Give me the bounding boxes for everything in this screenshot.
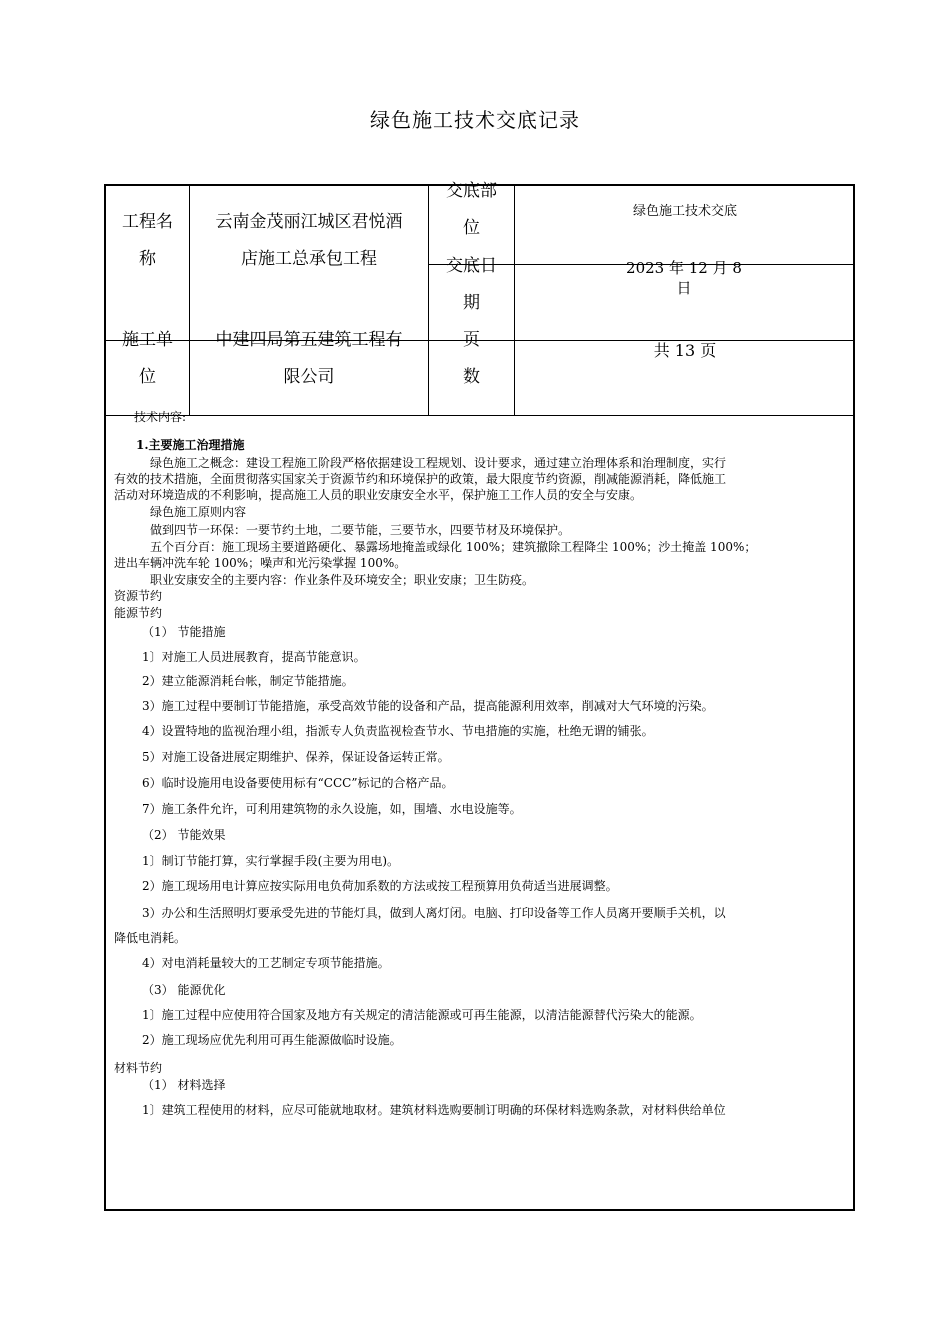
construction-unit-value: 中建四局第五建筑工程有 限公司	[215, 330, 403, 387]
content-line: 1〕制订节能打算，实行掌握手段(主要为用电)。	[142, 854, 399, 868]
content-line: 6）临时设施用电设备要使用标有“CCC”标记的合格产品。	[142, 776, 454, 790]
content-line: （2） 节能效果	[142, 828, 226, 842]
content-line: 做到四节一环保：一要节约土地，二要节能，三要节水，四要节材及环境保护。	[150, 523, 571, 537]
content-line: 7）施工条件允许，可利用建筑物的永久设施，如，围墙、水电设施等。	[142, 802, 522, 816]
grid-line	[104, 415, 855, 416]
date-label: 交底日 期	[446, 256, 497, 313]
content-line: 职业安康安全的主要内容：作业条件及环境安全；职业安康；卫生防疫。	[150, 573, 535, 587]
content-line: 材料节约	[114, 1061, 163, 1075]
content-line: 进出车辆冲洗车轮 100%；噪声和光污染掌握 100%。	[114, 556, 407, 570]
content-line: 2）施工现场用电计算应按实际用电负荷加系数的方法或按工程预算用负荷适当进展调整。	[142, 879, 618, 893]
content-line: 3）施工过程中要制订节能措施，承受高效节能的设备和产品，提高能源利用效率，削减对大气环境的污染。	[142, 699, 714, 713]
content-line: 1.主要施工治理措施	[136, 438, 245, 452]
dept-value: 绿色施工技术交底	[632, 204, 737, 219]
content-line: （1） 节能措施	[142, 625, 226, 639]
content-line: 2）建立能源消耗台帐，制定节能措施。	[142, 674, 354, 688]
content-line: 4）对电消耗量较大的工艺制定专项节能措施。	[142, 956, 390, 970]
content-line: 绿色施工之概念：建设工程施工阶段严格依据建设工程规划、设计要求，通过建立治理体系和治理制度，实行	[150, 456, 727, 470]
project-name-value: 云南金茂丽江城区君悦酒 店施工总承包工程	[215, 212, 403, 269]
project-name-label: 工程名 称	[122, 212, 173, 269]
content-line: 5）对施工设备进展定期维护、保养，保证设备运转正常。	[142, 750, 450, 764]
pages-value: 共 13 页	[653, 341, 717, 360]
content-line: （3） 能源优化	[142, 983, 226, 997]
dept-label: 交底部 位	[446, 181, 497, 238]
content-line: 3）办公和生活照明灯要承受先进的节能灯具，做到人离灯闭。电脑、打印设备等工作人员离开要顺手关机，以	[142, 906, 726, 920]
content-line: 1〕施工过程中应使用符合国家及地方有关规定的清洁能源或可再生能源，以清洁能源替代污染大的能源。	[142, 1008, 702, 1022]
content-line: 1〕对施工人员进展教育，提高节能意识。	[142, 650, 366, 664]
content-line: （1） 材料选择	[142, 1078, 226, 1092]
content-intro-label: 技术内容:	[134, 410, 187, 424]
date-value: 2023 年 12 月 8 日	[626, 259, 742, 297]
content-line: 资源节约	[114, 589, 163, 603]
content-line: 1〕建筑工程使用的材料，应尽可能就地取材。建筑材料选购要制订明确的环保材料选购条款，对材料供给单位	[142, 1103, 726, 1117]
content-line: 绿色施工原则内容	[150, 505, 247, 519]
content-line: 2）施工现场应优先利用可再生能源做临时设施。	[142, 1033, 402, 1047]
page-title: 绿色施工技术交底记录	[370, 108, 580, 132]
content-line: 五个百分百：施工现场主要道路硬化、暴露场地掩盖或绿化 100%；建筑撤除工程降尘 100%；沙土掩盖 100%；	[150, 540, 757, 554]
pages-label: 页 数	[463, 330, 480, 387]
content-line: 降低电消耗。	[114, 931, 187, 945]
content-line: 4）设置特地的监视治理小组，指派专人负责监视检查节水、节电措施的实施，杜绝无谓的铺张。	[142, 724, 654, 738]
construction-unit-label: 施工单 位	[122, 330, 173, 387]
content-line: 能源节约	[114, 606, 163, 620]
content-line: 活动对环境造成的不利影响，提高施工人员的职业安康安全水平，保护施工工作人员的安全与安康。	[114, 488, 643, 502]
content-line: 有效的技术措施，全面贯彻落实国家关于资源节约和环境保护的政策，最大限度节约资源，削减能源消耗，降低施工	[114, 472, 727, 486]
